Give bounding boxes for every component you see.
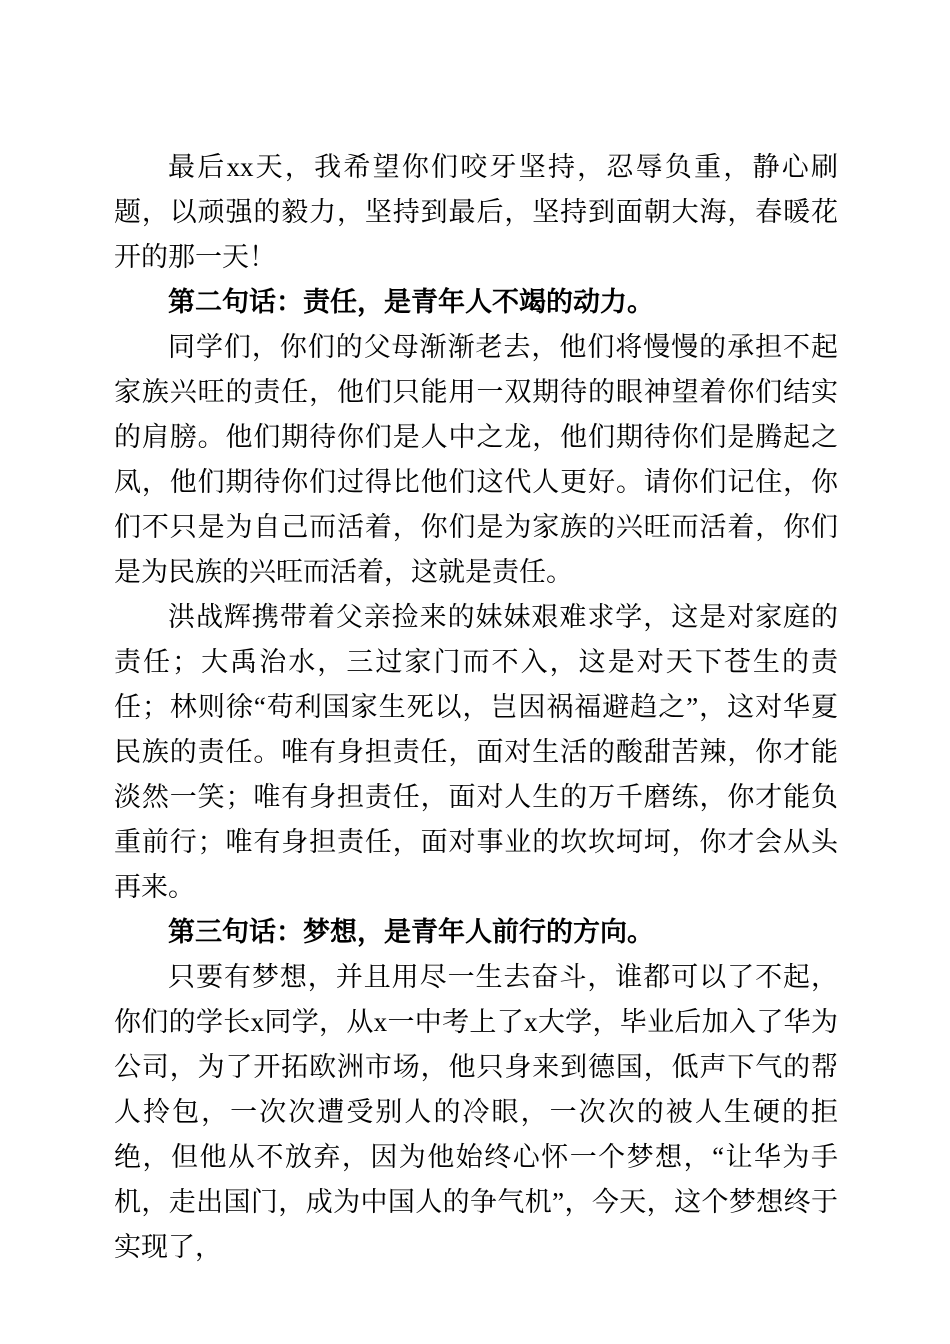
paragraph-final-days: 最后xx天，我希望你们咬牙坚持，忍辱负重，静心刷题，以顽强的毅力，坚持到最后，坚持到面朝大海，春暖花开的那一天！ <box>114 152 838 272</box>
paragraph-parents-expectation: 同学们，你们的父母渐渐老去，他们将慢慢的承担不起家族兴旺的责任，他们只能用一双期待的眼神望着你们结实的肩膀。他们期待你们是人中之龙，他们期待你们是腾起之凤，他们期待你们过得比他们这代人更好。请你们记住，你们不只是为自己而活着，你们是为家族的兴旺而活着，你们是为民族的兴旺而活着，这就是责任。 <box>114 332 838 587</box>
section-heading-responsibility: 第二句话：责任，是青年人不竭的动力。 <box>168 287 654 317</box>
paragraph-responsibility-examples: 洪战辉携带着父亲捡来的妹妹艰难求学，这是对家庭的责任；大禹治水，三过家门而不入，这是对天下苍生的责任；林则徐“苟利国家生死以，岂因祸福避趋之”，这对华夏民族的责任。唯有身担责任，面对生活的酸甜苦辣，你才能淡然一笑；唯有身担责任，面对人生的万千磨练，你才能负重前行；唯有身担责任，面对事业的坎坎坷坷，你才会从头再来。 <box>114 602 838 902</box>
paragraph-dream-huawei-story: 只要有梦想，并且用尽一生去奋斗，谁都可以了不起，你们的学长x同学，从x一中考上了x大学，毕业后加入了华为公司，为了开拓欧洲市场，他只身来到德国，低声下气的帮人拎包，一次次遭受别人的冷眼，一次次的被人生硬的拒绝，但他从不放弃，因为他始终心怀一个梦想，“让华为手机，走出国门，成为中国人的争气机”，今天，这个梦想终于实现了， <box>114 962 838 1262</box>
section-heading-dream: 第三句话：梦想，是青年人前行的方向。 <box>168 917 654 947</box>
